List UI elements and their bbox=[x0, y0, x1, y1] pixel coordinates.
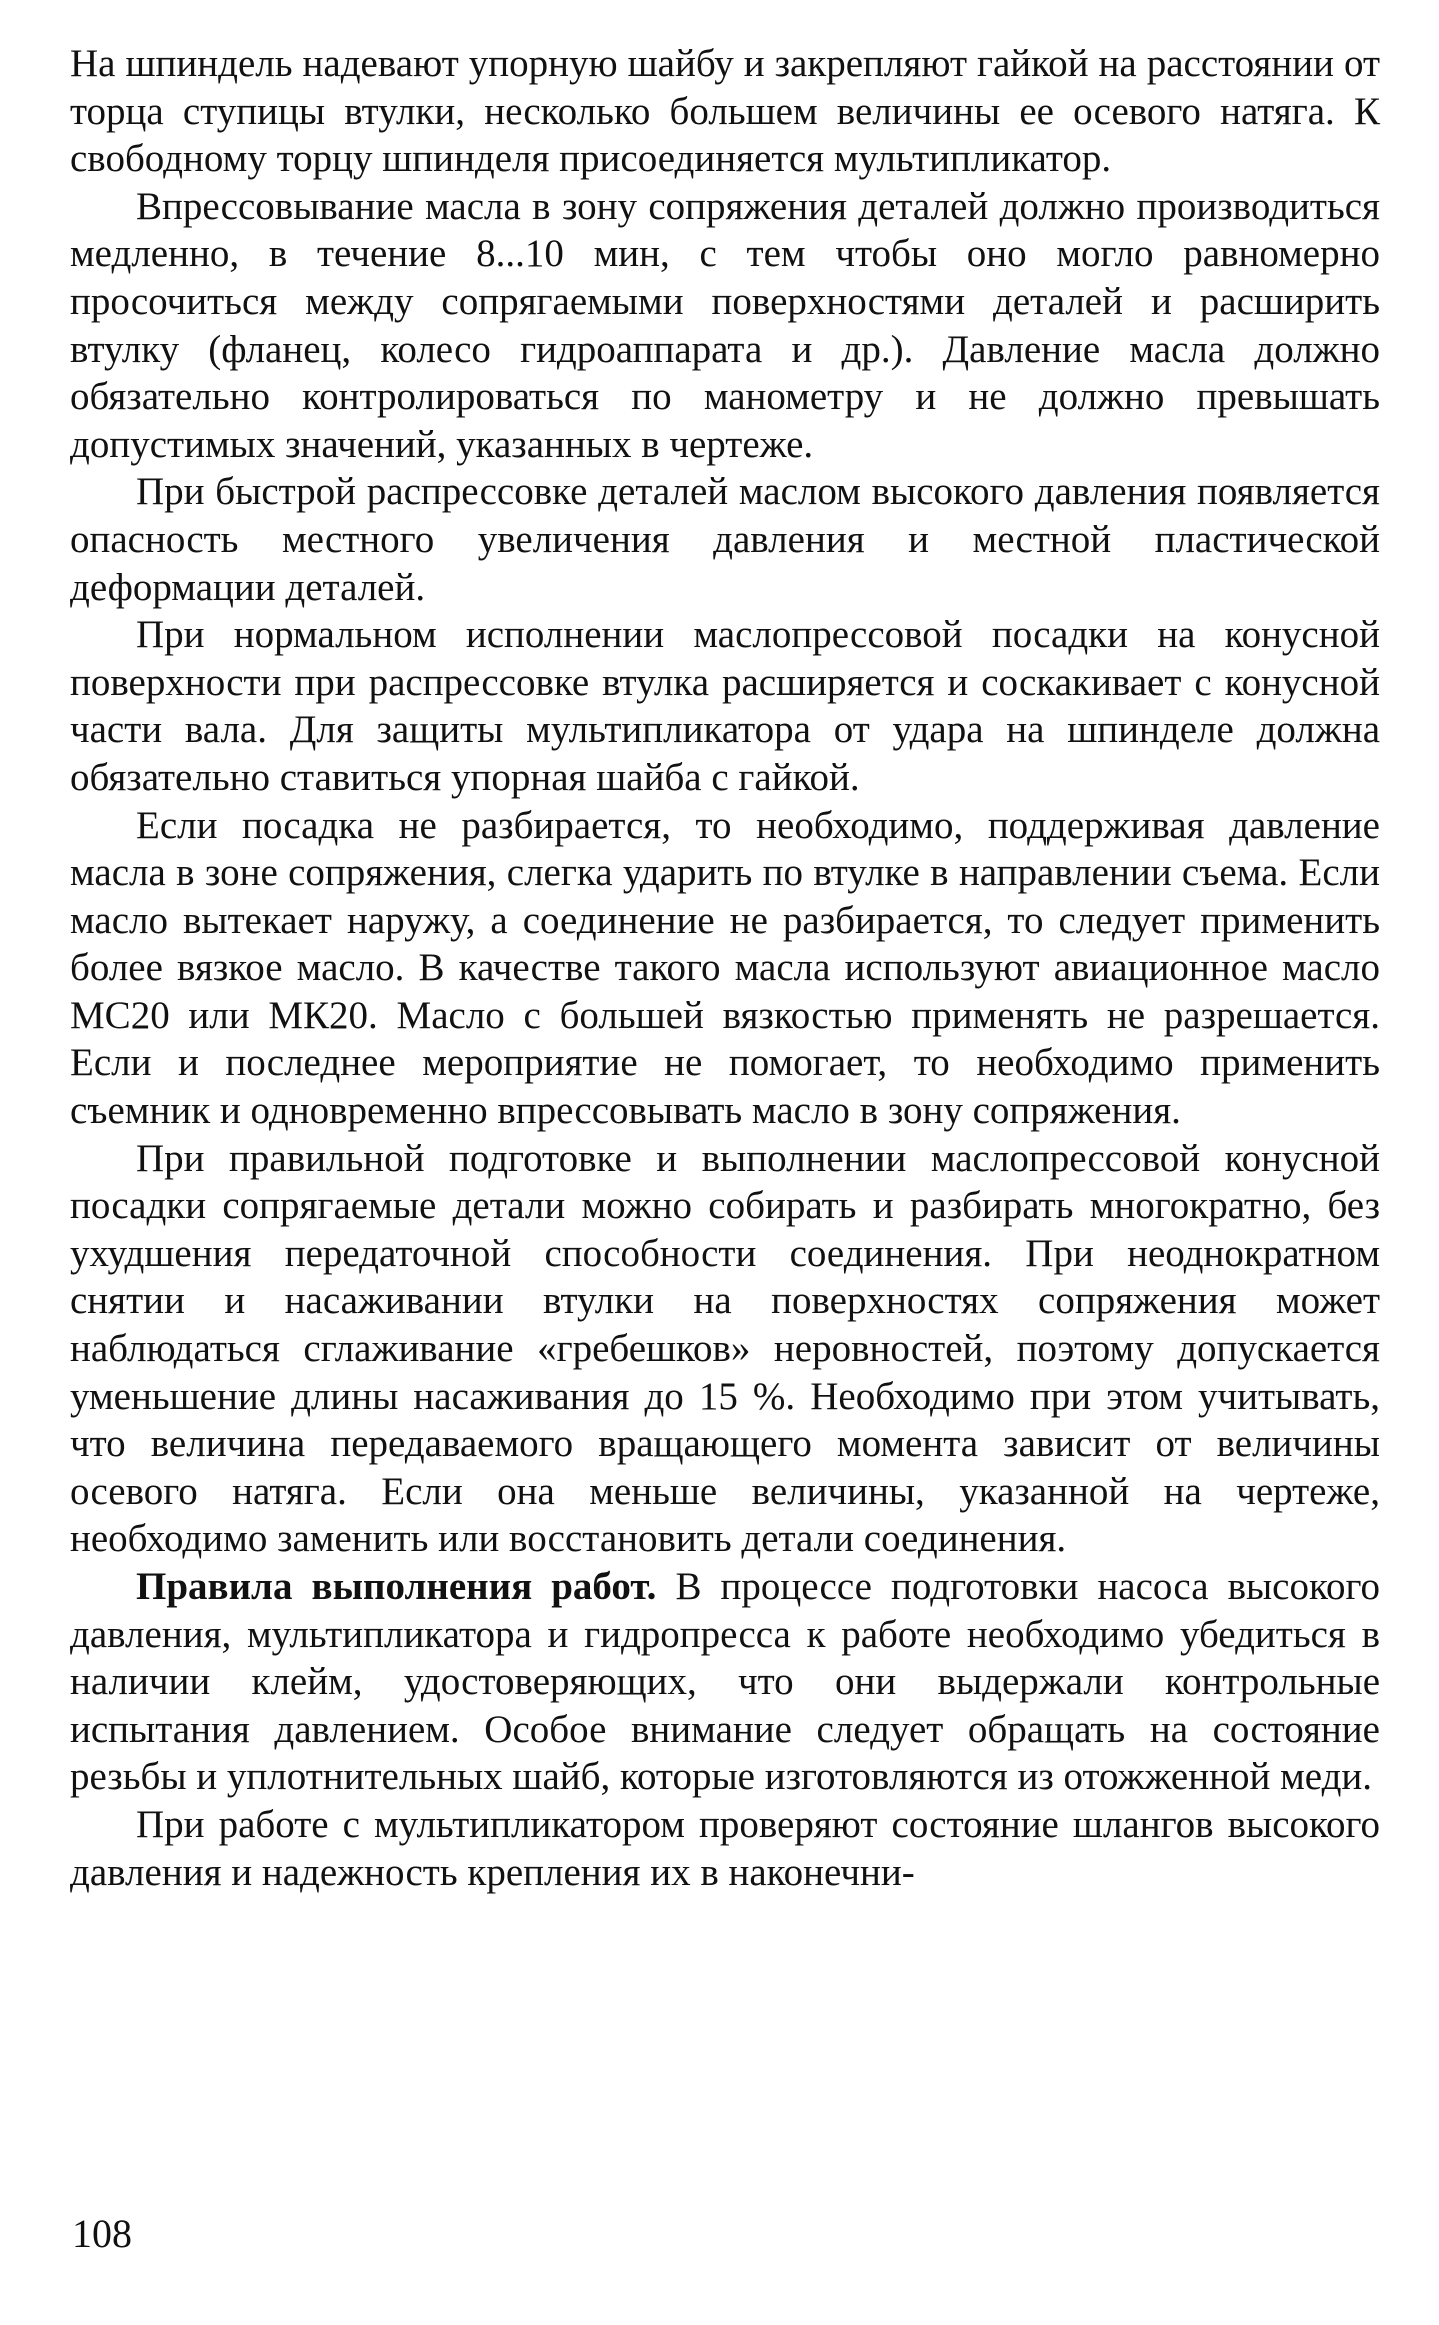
paragraph bbox=[70, 1563, 1380, 1801]
paragraph bbox=[70, 1801, 1380, 1896]
paragraph-text: При нормальном исполнении маслопрессовой посадки на конусной поверхности при распрессовке втулка расширяется и соскакивает с конусной части вала. Для защиты мультипликатора от удара на шпинделе должна обязательно ставиться упорная шайба с гайкой. bbox=[70, 613, 1380, 799]
paragraph bbox=[70, 468, 1380, 611]
section-run-in-heading: Правила выполнения работ. bbox=[136, 1565, 657, 1608]
paragraph bbox=[70, 802, 1380, 1135]
paragraph-text: При работе с мультипликатором проверяют состояние шлангов высокого давления и надежность крепления их в наконечни- bbox=[70, 1802, 1380, 1894]
page-number: 108 bbox=[72, 2211, 132, 2256]
paragraph bbox=[70, 183, 1380, 469]
paragraph-text: В процессе подготовки насоса высокого давления, мультипликатора и гидропресса к работе необходимо убедиться в наличии клейм, удостоверяющих, что они выдержали контрольные испытания давлением. Особое внимание следует обращать на состояние резьбы и уплотнительных шайб, которые изготовляются из отожженной меди. bbox=[70, 1565, 1380, 1799]
paragraph bbox=[70, 1135, 1380, 1563]
document-body bbox=[70, 40, 1380, 1896]
paragraph-text: Если посадка не разбирается, то необходимо, поддерживая давление масла в зоне сопряжения, слегка ударить по втулке в направлении съема. Если масло вытекает наружу, а соединение не разбирается, то следует применить более вязкое масло. В качестве такого масла используют авиационное масло МС20 или МК20. Масло с большей вязкостью применять не разрешается. Если и последнее мероприятие не помогает, то необходимо применить съемник и одновременно впрессовывать масло в зону сопряжения. bbox=[70, 803, 1380, 1133]
paragraph bbox=[70, 40, 1380, 183]
paragraph-text: При правильной подготовке и выполнении маслопрессовой конусной посадки сопрягаемые детали можно собирать и разбирать многократно, без ухудшения передаточной способности соединения. При неоднократном снятии и насаживании втулки на поверхностях сопряжения может наблюдаться сглаживание «гребешков» неровностей, поэтому допускается уменьшение длины насаживания до 15 %. Необходимо при этом учитывать, что величина передаваемого вращающего момента зависит от величины осевого натяга. Если она меньше величины, указанной на чертеже, необходимо заменить или восстановить детали соединения. bbox=[70, 1136, 1380, 1561]
paragraph bbox=[70, 611, 1380, 801]
paragraph-text: При быстрой распрессовке деталей маслом высокого давления появляется опасность местного увеличения давления и местной пластической деформации деталей. bbox=[70, 470, 1380, 609]
paragraph-text: Впрессовывание масла в зону сопряжения деталей должно производиться медленно, в течение 8...10 мин, с тем чтобы оно могло равномерно просочиться между сопрягаемыми поверхностями деталей и расширить втулку (фланец, колесо гидроаппарата и др.). Давление масла должно обязательно контролироваться по манометру и не должно превышать допустимых значений, указанных в чертеже. bbox=[70, 184, 1380, 466]
paragraph-text: На шпиндель надевают упорную шайбу и закрепляют гайкой на расстоянии от торца ступицы втулки, несколько большем величины ее осевого натяга. К свободному торцу шпинделя присоединяется мультипликатор. bbox=[70, 42, 1380, 181]
